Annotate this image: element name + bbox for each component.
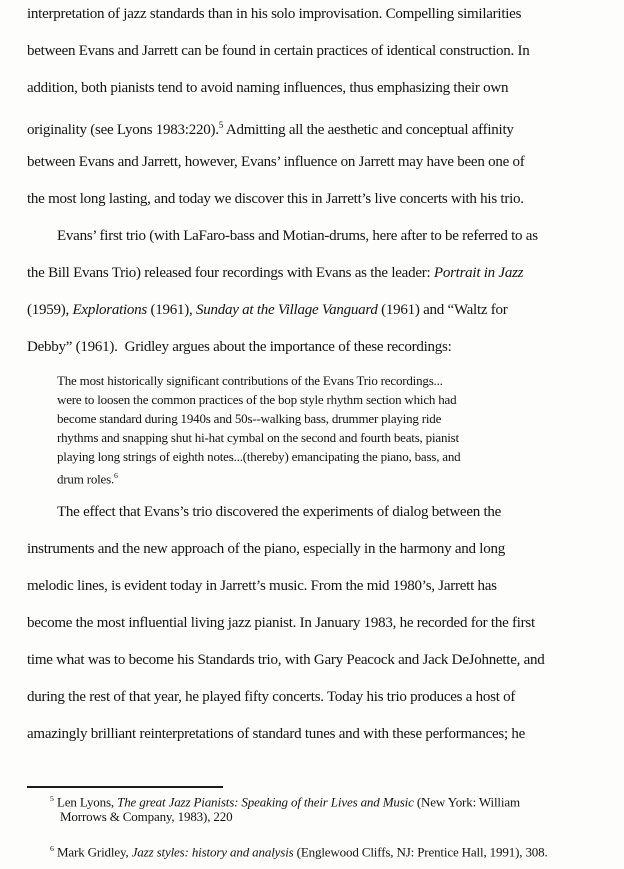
text-run: the Bill Evans Trio) released four recordings with Evans as the leader:	[27, 265, 434, 281]
text-run: the most long lasting, and today we discover this in Jarrett’s live concerts with his trio.	[27, 191, 524, 207]
text-run: amazingly brilliant reinterpretations of standard tunes and with these performances; he	[27, 726, 526, 742]
text-line	[27, 218, 538, 255]
text-line	[27, 679, 545, 716]
text-line	[27, 292, 538, 329]
text-run: (1961),	[147, 302, 196, 318]
footnote-separator-rule	[27, 786, 223, 788]
text-line	[57, 428, 460, 447]
italic-text-run: Portrait in Jazz	[433, 265, 524, 281]
text-line	[27, 716, 545, 753]
text-line	[57, 409, 460, 428]
text-run: (1961) and “Waltz for	[377, 302, 508, 318]
footnote-5	[27, 790, 520, 826]
superscript-marker: 6	[50, 844, 54, 853]
text-line	[57, 390, 460, 409]
text-line	[50, 808, 520, 826]
text-line	[57, 371, 460, 390]
text-run: become standard during 1940s and 50s--walking bass, drummer playing ride	[57, 411, 442, 426]
text-run: Mark Gridley,	[53, 844, 132, 860]
text-run: The most historically significant contributions of the Evans Trio recordings...	[57, 373, 443, 388]
superscript-marker: 6	[114, 471, 118, 480]
italic-text-run: Jazz styles: history and analysis	[131, 844, 294, 860]
text-run: melodic lines, is evident today in Jarrett’s music. From the mid 1980’s, Jarrett has	[27, 578, 497, 594]
text-run: instruments and the new approach of the piano, especially in the harmony and long	[27, 541, 505, 557]
italic-text-run: Sunday at the Village Vanguard	[196, 302, 378, 318]
body-paragraph-3	[27, 494, 545, 753]
text-run: become the most influential living jazz pianist. In January 1983, he recorded for the first	[27, 615, 535, 631]
italic-text-run: The great Jazz Pianists: Speaking of their Lives and Music	[117, 794, 414, 810]
superscript-marker: 5	[218, 120, 224, 130]
text-run: drum roles.	[57, 471, 115, 487]
text-run: Admitting all the aesthetic and conceptual affinity	[223, 122, 514, 138]
text-run: rhythms and snapping shut hi-hat cymbal on the second and fourth beats, pianist	[57, 430, 459, 445]
text-line	[27, 181, 530, 218]
italic-text-run: Explorations	[72, 302, 147, 318]
text-line	[27, 107, 530, 144]
text-run: Morrows & Company, 1983), 220	[60, 809, 233, 824]
body-paragraph-1	[27, 0, 530, 218]
text-line	[50, 840, 548, 858]
text-line	[57, 447, 460, 466]
footnote-6	[27, 840, 548, 858]
body-paragraph-2	[27, 218, 538, 366]
text-run: (Englewood Cliffs, NJ: Prentice Hall, 1991), 308.	[293, 844, 548, 860]
text-run: addition, both pianists tend to avoid naming influences, thus emphasizing their own	[27, 80, 509, 96]
text-line	[27, 144, 530, 181]
text-run: between Evans and Jarrett, however, Evans’ influence on Jarrett may have been one of	[27, 154, 525, 170]
text-run: Debby” (1961). Gridley argues about the importance of these recordings:	[27, 339, 452, 355]
text-line	[27, 255, 538, 292]
text-line	[27, 642, 545, 679]
text-run: originality (see Lyons 1983:220).	[27, 122, 219, 138]
text-line	[27, 33, 530, 70]
text-line	[27, 568, 545, 605]
text-line	[27, 0, 530, 33]
text-run: Len Lyons,	[53, 794, 118, 810]
block-quote	[27, 371, 460, 485]
text-run: The effect that Evans’s trio discovered the experiments of dialog between the	[57, 504, 502, 520]
text-run: playing long strings of eighth notes...(thereby) emancipating the piano, bass, and	[57, 449, 461, 464]
text-run: (New York: William	[413, 794, 520, 810]
text-line	[27, 329, 538, 366]
text-line	[27, 70, 530, 107]
text-run: time what was to become his Standards trio, with Gary Peacock and Jack DeJohnette, and	[27, 652, 545, 668]
superscript-marker: 5	[50, 794, 54, 803]
text-line	[27, 605, 545, 642]
text-run: were to loosen the common practices of the bop style rhythm section which had	[57, 392, 457, 407]
text-run: during the rest of that year, he played fifty concerts. Today his trio produces a host of	[27, 689, 516, 705]
text-line	[27, 531, 545, 568]
text-run: Evans’ first trio (with LaFaro-bass and Motian-drums, here after to be referred to as	[57, 228, 538, 244]
text-run: (1959),	[27, 302, 73, 318]
page-content	[27, 0, 619, 869]
text-line	[57, 466, 460, 485]
text-run: between Evans and Jarrett can be found in certain practices of identical construction. In	[27, 43, 530, 59]
text-line	[27, 494, 545, 531]
text-line	[50, 790, 520, 808]
text-run: interpretation of jazz standards than in his solo improvisation. Compelling similarities	[27, 6, 522, 22]
